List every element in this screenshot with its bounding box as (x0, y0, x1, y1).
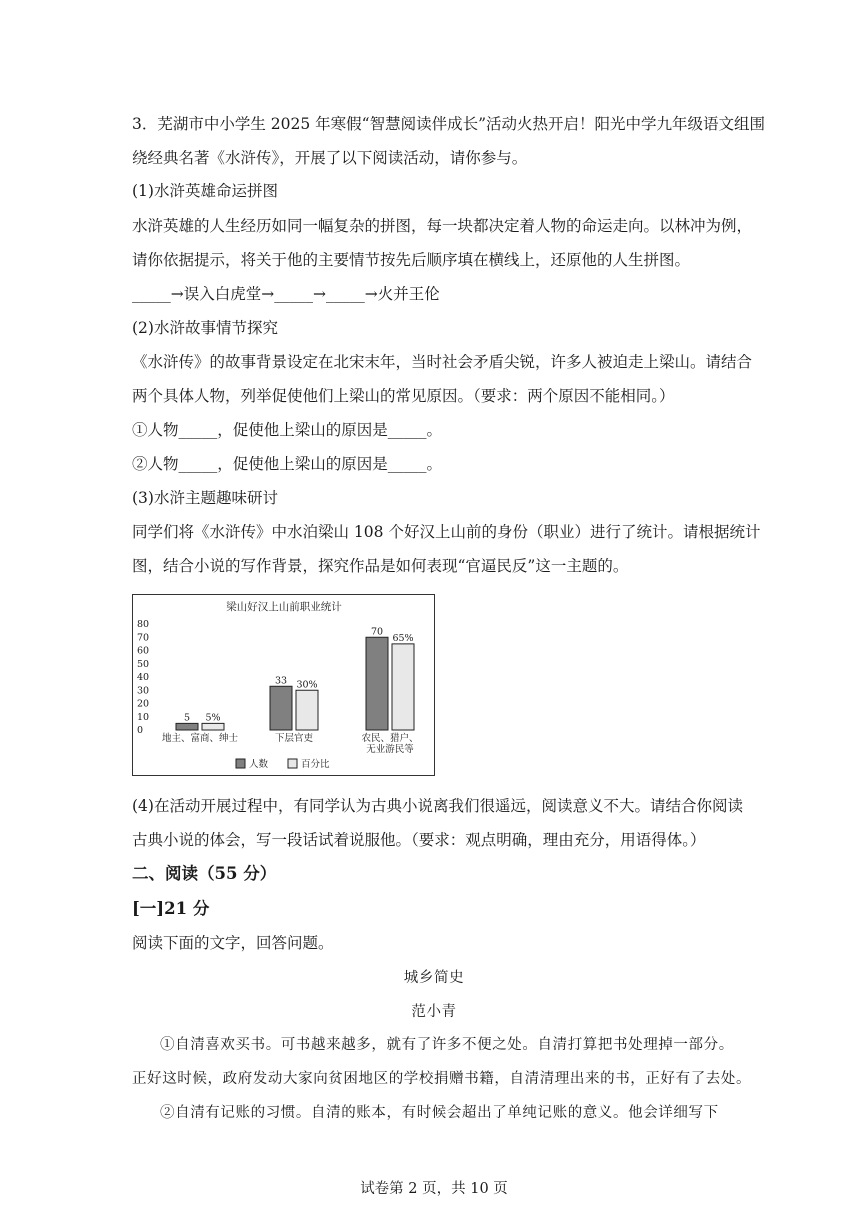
q3-part2-answer1: ①人物_____，促使他上梁山的原因是_____。 (132, 421, 443, 439)
bar-value-label: 30% (296, 679, 318, 691)
bar-value-label: 65% (392, 632, 414, 644)
bar-value-label: 5 (183, 712, 191, 724)
q3-part1-line1: 水浒英雄的人生经历如同一幅复杂的拼图，每一块都决定着人物的命运走向。以林冲为例， (132, 217, 753, 235)
q3-part4-line1: (4)在活动开展过程中，有同学认为古典小说离我们很遥远，阅读意义不大。请结合你阅读 (132, 797, 743, 815)
q3-part2-line1: 《水浒传》的故事背景设定在北宋末年，当时社会矛盾尖锐，许多人被迫走上梁山。请结合 (132, 353, 753, 371)
q3-part2-title: (2)水浒故事情节探究 (132, 319, 278, 337)
legend-swatch (236, 759, 245, 768)
article-para2-line1: ②自清有记账的习惯。自清的账本，有时候会超出了单纯记账的意义。他会详细写下 (160, 1105, 719, 1121)
bar-percent (202, 723, 224, 730)
q3-part3-line1: 同学们将《水浒传》中水泊梁山 108 个好汉上山前的身份（职业）进行了统计。请根据统计 (132, 523, 761, 541)
legend-label: 百分比 (301, 759, 330, 770)
bar-value-label: 5% (205, 712, 221, 724)
bar-value-label: 70 (370, 626, 384, 638)
bar-count (176, 723, 198, 730)
y-tick-label: 50 (137, 658, 150, 670)
q3-intro-line2: 绕经典名著《水浒传》，开展了以下阅读活动，请你参与。 (132, 149, 528, 167)
y-axis (137, 619, 149, 736)
article-para1-line1: ①自清喜欢买书。可书越来越多，就有了许多不便之处。自清打算把书处理掉一部分。 (160, 1037, 734, 1053)
section-heading: 二、阅读（55 分） (132, 864, 277, 883)
bar-value-label: 33 (274, 675, 288, 687)
q3-part1-title: (1)水浒英雄命运拼图 (132, 182, 278, 200)
y-tick-label: 80 (137, 619, 150, 630)
x-category-label: 农民、猎户、 (361, 733, 419, 744)
q3-intro-line1: 3．芜湖市中小学生 2025 年寒假“智慧阅读伴成长”活动火热开启！阳光中学九年级语文组围 (132, 115, 766, 133)
legend-label: 人数 (249, 759, 269, 770)
article-author: 范小青 (411, 1004, 457, 1020)
bar-percent (392, 644, 414, 730)
y-tick-label: 60 (137, 645, 150, 657)
chart-title: 梁山好汉上山前职业统计 (226, 601, 342, 613)
bar-percent (296, 690, 318, 730)
x-category-label: 地主、富商、绅士 (161, 733, 239, 744)
occupation-bar-chart (132, 594, 436, 778)
article-title: 城乡简史 (403, 970, 465, 986)
q3-part2-answer2: ②人物_____，促使他上梁山的原因是_____。 (132, 455, 443, 473)
legend-swatch (288, 759, 297, 768)
x-category-label: 无业游民等 (366, 744, 414, 755)
q3-part1-blanks: _____→误入白虎堂→_____→_____→火并王伦 (132, 285, 440, 303)
bar-count (366, 637, 388, 730)
q3-part3-title: (3)水浒主题趣味研讨 (132, 489, 278, 507)
y-tick-label: 10 (137, 711, 150, 723)
y-tick-label: 30 (137, 685, 150, 697)
q3-part3-line2: 图，结合小说的写作背景，探究作品是如何表现“官逼民反”这一主题的。 (132, 557, 629, 575)
y-tick-label: 0 (137, 725, 144, 736)
page-footer: 试卷第 2 页，共 10 页 (360, 1181, 508, 1197)
subsection-heading: [一]21 分 (132, 899, 210, 918)
q3-part4-line2: 古典小说的体会，写一段话试着说服他。（要求：观点明确，理由充分，用语得体。） (132, 831, 706, 849)
article-para1-line2: 正好这时候，政府发动大家向贫困地区的学校捐赠书籍，自清清理出来的书，正好有了去处。 (132, 1071, 752, 1087)
q3-part1-line2: 请你依据提示，将关于他的主要情节按先后顺序填在横线上，还原他的人生拼图。 (132, 251, 691, 269)
x-category-label: 下层官吏 (274, 733, 314, 744)
y-tick-label: 20 (137, 698, 150, 710)
reading-instruction: 阅读下面的文字，回答问题。 (132, 934, 334, 952)
bar-count (270, 686, 292, 730)
y-tick-label: 40 (137, 672, 150, 683)
q3-part2-line2: 两个具体人物，列举促使他们上梁山的常见原因。（要求：两个原因不能相同。） (132, 387, 675, 405)
y-tick-label: 70 (137, 632, 150, 644)
